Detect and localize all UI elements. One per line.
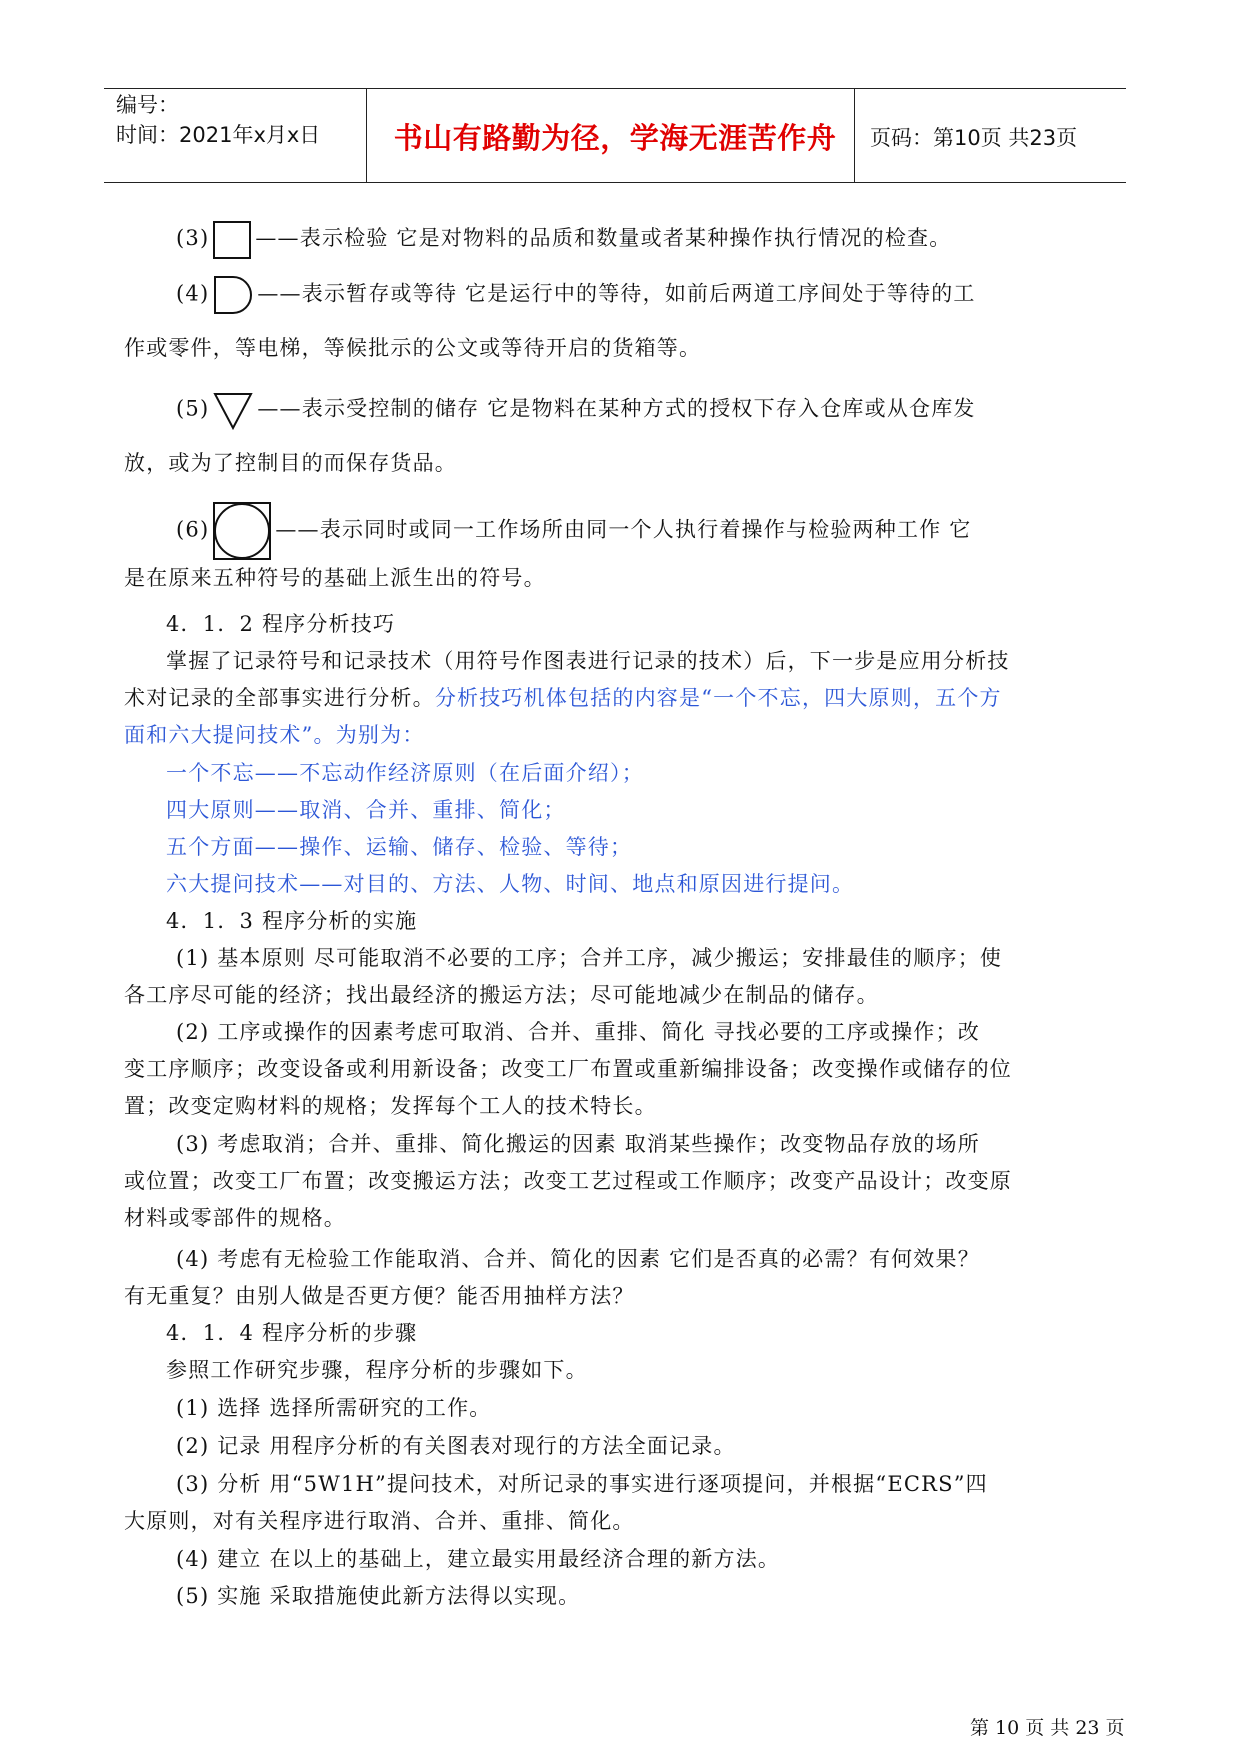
inspection-square-icon [213,221,251,259]
paragraph-413-2b: 变工序顺序；改变设备或利用新设备；改变工厂布置或重新编排设备；改变操作或储存的位 [124,1057,1012,1081]
step-4: (4) 建立 在以上的基础上，建立最实用最经济合理的新方法。 [176,1547,781,1571]
symbol-5-text-2: 放，或为了控制目的而保存货品。 [124,451,457,475]
symbol-3-text: ——表示检验 它是对物料的品质和数量或者某种操作执行情况的检查。 [255,226,952,250]
paragraph-413-2c: 置；改变定购材料的规格；发挥每个工人的技术特长。 [124,1094,657,1118]
principle-item-3: 五个方面——操作、运输、储存、检验、等待； [166,835,633,859]
symbol-5-line [176,390,1126,430]
paragraph-412-line2 [124,680,1126,717]
paragraph-413-3b: 或位置；改变工厂布置；改变搬运方法；改变工艺过程或工作顺序；改变产品设计；改变原 [124,1169,1012,1193]
footer-page-number: 第 10 页 共 23 页 [970,1717,1125,1739]
paragraph-412-line1: 掌握了记录符号和记录技术（用符号作图表进行记录的技术）后，下一步是应用分析技 [166,649,1010,673]
symbol-3-number: (3) [176,226,210,250]
principle-item-4: 六大提问技术——对目的、方法、人物、时间、地点和原因进行提问。 [166,872,855,896]
paragraph-413-1a: (1) 基本原则 尽可能取消不必要的工序；合并工序，减少搬运；安排最佳的顺序；使 [176,946,1003,970]
paragraph-413-4a: (4) 考虑有无检验工作能取消、合并、简化的因素 它们是否真的必需？有何效果？ [176,1247,980,1271]
step-3b: 大原则，对有关程序进行取消、合并、重排、简化。 [124,1509,635,1533]
header-page-info: 页码：第10页 共23页 [870,126,1078,150]
storage-triangle-icon [213,390,253,430]
paragraph-414-intro: 参照工作研究步骤，程序分析的步骤如下。 [166,1358,588,1382]
step-2: (2) 记录 用程序分析的有关图表对现行的方法全面记录。 [176,1434,736,1458]
delay-d-shape-icon [213,275,253,315]
header-divider-left [366,88,367,182]
paragraph-412-line2-plain: 术对记录的全部事实进行分析。 [124,686,435,710]
step-3a: (3) 分析 用“5W1H”提问技术，对所记录的事实进行逐项提问，并根据“ECRS”四 [176,1472,988,1496]
step-5: (5) 实施 采取措施使此新方法得以实现。 [176,1584,581,1608]
symbol-5-number: (5) [176,396,210,421]
paragraph-413-4b: 有无重复？由别人做是否更方便？能否用抽样方法？ [124,1284,635,1308]
time-label: 时间：2021年x月x日 [116,123,321,147]
step-1: (1) 选择 选择所需研究的工作。 [176,1396,492,1420]
paragraph-412-line2-highlight: 分析技巧机体包括的内容是“一个不忘，四大原则，五个方 [434,686,1002,710]
symbol-4-text-1: ——表示暂存或等待 它是运行中的等待，如前后两道工序间处于等待的工 [257,281,976,306]
symbol-6-text-1: ——表示同时或同一工作场所由同一个人执行着操作与检验两种工作 它 [275,517,972,542]
header-top-rule [104,88,1126,89]
symbol-4-text-2: 作或零件，等电梯，等候批示的公文或等待开启的货箱等。 [124,336,702,360]
symbol-6-line [176,502,1126,560]
symbol-3-line [176,220,1126,259]
section-heading-412: 4．1．2 程序分析技巧 [166,612,396,636]
symbol-5-text-1: ——表示受控制的储存 它是物料在某种方式的授权下存入仓库或从仓库发 [257,396,976,421]
header-bottom-rule [104,182,1126,183]
section-heading-414: 4．1．4 程序分析的步骤 [166,1321,418,1345]
symbol-4-number: (4) [176,281,210,306]
principle-item-1: 一个不忘——不忘动作经济原则（在后面介绍）； [166,761,644,785]
paragraph-413-3a: (3) 考虑取消；合并、重排、简化搬运的因素 取消某些操作；改变物品存放的场所 [176,1132,980,1156]
principle-item-2: 四大原则——取消、合并、重排、简化； [166,798,566,822]
paragraph-413-3c: 材料或零部件的规格。 [124,1206,346,1230]
symbol-6-text-2: 是在原来五种符号的基础上派生出的符号。 [124,566,546,590]
paragraph-413-1b: 各工序尽可能的经济；找出最经济的搬运方法；尽可能地减少在制品的储存。 [124,983,879,1007]
combined-circle-in-square-icon [213,502,271,560]
doc-number-label: 编号： [116,93,179,117]
header-meta [116,90,320,150]
section-heading-413: 4．1．3 程序分析的实施 [166,909,418,933]
paragraph-413-2a: (2) 工序或操作的因素考虑可取消、合并、重排、简化 寻找必要的工序或操作；改 [176,1020,980,1044]
symbol-6-number: (6) [176,517,210,542]
header-motto: 书山有路勤为径，学海无涯苦作舟 [393,121,837,155]
symbol-4-line [176,275,1126,315]
paragraph-412-line3: 面和六大提问技术”。为别为： [124,723,425,747]
